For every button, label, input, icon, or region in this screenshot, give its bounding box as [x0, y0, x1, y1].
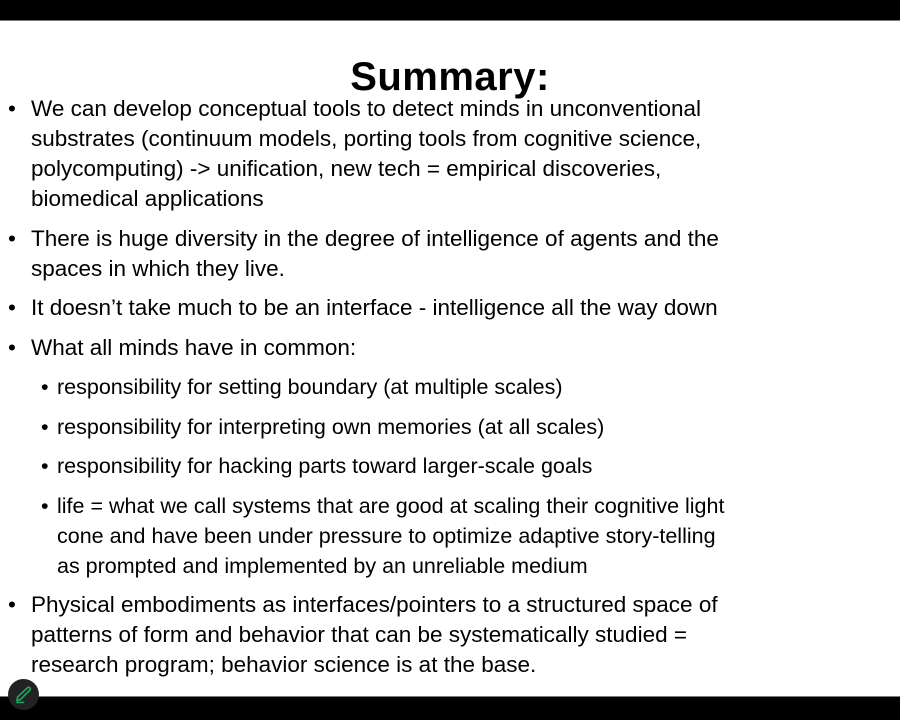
bullet-line: spaces in which they live. [31, 255, 285, 281]
bullet-item [8, 333, 892, 363]
slide-body [8, 94, 892, 680]
bullet-line: It doesn’t take much to be an interface - intelligence all the way down [31, 295, 718, 320]
bullet-line: biomedical applications [31, 186, 264, 211]
bullet-marker: • [8, 96, 16, 121]
bullet-line: We can develop conceptual tools to detect minds in unconventional [31, 96, 702, 121]
bullet-text [57, 412, 892, 442]
sub-bullet-item [41, 451, 892, 481]
bullet-marker: • [8, 225, 16, 251]
letterbox-top-bar [0, 0, 900, 21]
bullet-marker: • [41, 493, 49, 518]
bullet-text [31, 590, 892, 680]
slide-title: Summary: [350, 54, 550, 99]
bullet-text [57, 372, 892, 402]
bullet-item [8, 293, 892, 323]
bullet-text [31, 333, 892, 363]
pencil-icon [14, 685, 33, 704]
bullet-text [31, 94, 892, 214]
bullet-item [8, 590, 892, 680]
bullet-line: polycomputing) -> unification, new tech = empirical discoveries, [31, 156, 662, 181]
sub-bullet-item [41, 491, 892, 581]
letterbox-bottom-bar [0, 696, 900, 720]
bullet-text [31, 224, 892, 284]
annotate-button[interactable] [8, 679, 39, 710]
bullet-marker: • [41, 375, 49, 399]
bullet-line: research program; behavior science is at the base. [31, 652, 537, 677]
bullet-line: responsibility for interpreting own memories (at all scales) [57, 414, 605, 439]
bullet-line: There is huge diversity in the degree of intelligence of agents and the [31, 225, 719, 251]
bullet-line: responsibility for hacking parts toward larger-scale goals [57, 454, 593, 478]
bullet-marker: • [8, 592, 16, 617]
bullet-marker: • [8, 334, 16, 360]
bullet-marker: • [8, 295, 16, 320]
bullet-text [57, 451, 892, 481]
bullet-marker: • [41, 454, 49, 478]
bullet-line: Physical embodiments as interfaces/pointers to a structured space of [31, 592, 718, 617]
bullet-text [57, 491, 892, 581]
bullet-text [31, 293, 892, 323]
bullet-line: responsibility for setting boundary (at multiple scales) [57, 375, 563, 399]
bullet-line: patterns of form and behavior that can be systematically studied = [31, 622, 687, 647]
bullet-line: cone and have been under pressure to optimize adaptive story-telling [57, 523, 716, 548]
sub-bullet-item [41, 372, 892, 402]
bullet-line: substrates (continuum models, porting tools from cognitive science, [31, 126, 702, 151]
bullet-item [8, 224, 892, 284]
bullet-line: What all minds have in common: [31, 334, 357, 360]
bullet-marker: • [41, 414, 49, 439]
bullet-line: life = what we call systems that are good at scaling their cognitive light [57, 493, 725, 518]
sub-bullet-item [41, 412, 892, 442]
bullet-line: as prompted and implemented by an unreliable medium [57, 553, 588, 578]
bullet-item [8, 94, 892, 214]
